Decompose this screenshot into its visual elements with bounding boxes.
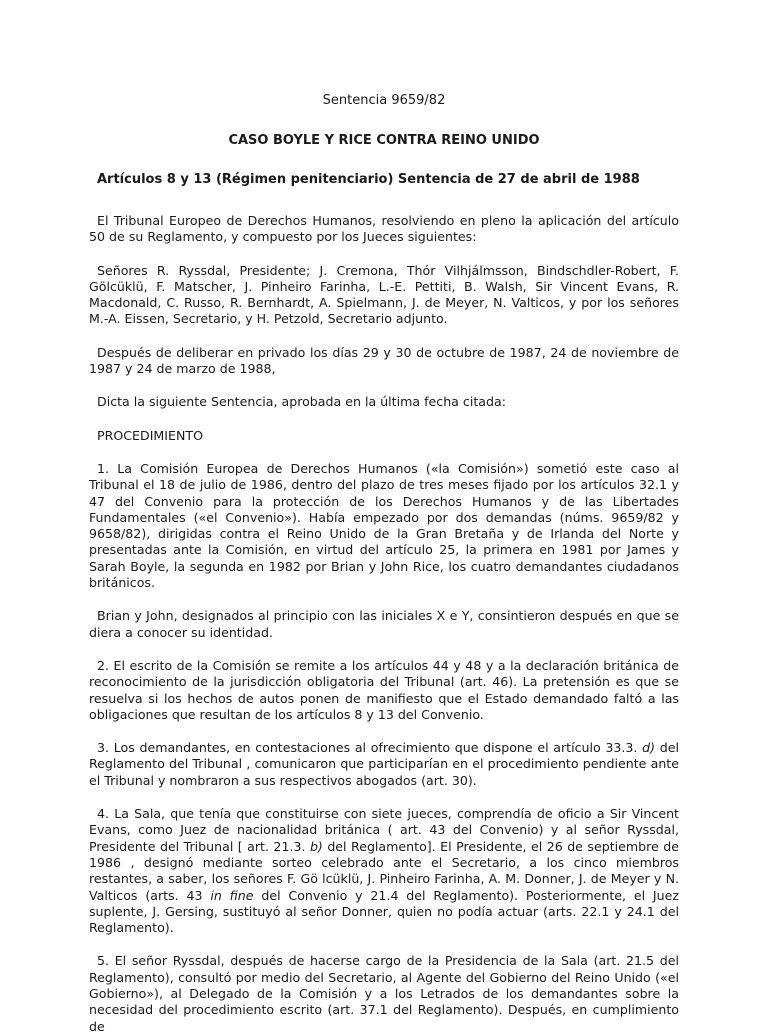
paragraph-5: 5. El señor Ryssdal, después de hacerse cargo de la Presidencia de la Sala (art. 21.5 del Reglamento), consultó por medio del Secretario, al Agente del Gobierno del Reino Unido («el Gobierno»), al Delegado de la Comisión y a los Letrados de los demandantes sobre la necesidad del procedimiento escrito (art. 37.1 del Reglamento). Después, en cumplimiento de bbox=[89, 953, 679, 1034]
document-subtitle: Artículos 8 y 13 (Régimen penitenciario) Sentencia de 27 de abril de 1988 bbox=[97, 172, 640, 187]
paragraph-3-text-b: del Reglamento del Tribunal , comunicaron que participarían en el procedimiento pendiente ante el Tribunal y nombraron a sus respectivos abogados (art. 30). bbox=[89, 740, 679, 788]
section-heading: PROCEDIMIENTO bbox=[97, 427, 203, 443]
paragraph-4 bbox=[89, 806, 679, 936]
paragraph-3-text-a: 3. Los demandantes, en contestaciones al ofrecimiento que dispone el artículo 33.3. bbox=[97, 740, 638, 756]
paragraph-2: 2. El escrito de la Comisión se remite a los artículos 44 y 48 y a la declaración británica de reconocimiento de la jurisdicción obligatoria del Tribunal (art. 46). La pretensión es que se resuelva si los hechos de autos ponen de manifiesto que el Estado demandado faltó a las obligaciones que resultan de los artículos 8 y 13 del Convenio. bbox=[89, 657, 679, 722]
intro-paragraph: El Tribunal Europeo de Derechos Humanos, resolviendo en pleno la aplicación del artículo 50 de su Reglamento, y compuesto por los Jueces siguientes: bbox=[89, 213, 679, 245]
deliberation-paragraph: Después de deliberar en privado los días 29 y 30 de octubre de 1987, 24 de noviembre de 1987 y 24 de marzo de 1988, bbox=[89, 344, 679, 377]
dicta-paragraph: Dicta la siguiente Sentencia, aprobada en la última fecha citada: bbox=[97, 394, 506, 410]
paragraph-3-italic: d) bbox=[642, 740, 656, 756]
paragraph-1b: Brian y John, designados al principio con las iniciales X e Y, consintieron después en que se diera a conocer su identidad. bbox=[89, 608, 679, 640]
paragraph-4-italic-1: b) bbox=[309, 838, 323, 854]
paragraph-4-text-a: 4. La Sala, que tenía que constituirse con siete jueces, comprendía de oficio a Sir Vincent Evans, como Juez de nacionalidad británica ( art. 43 del Convenio) y al señor Ryssdal, Presidente del Tribunal [ art. 21.3. bbox=[89, 806, 679, 854]
paragraph-4-italic-2: in fine bbox=[210, 887, 254, 903]
paragraph-4-text-b: del Reglamento]. El Presidente, el 26 de septiembre de 1986 , designó mediante sorteo celebrado ante el Secretario, a los cinco miembros restantes, a saber, los señores F. Gö lcüklü, J. Pinheiro Farinha, A. M. Donner, J. de Meyer y N. Valticos (arts. 43 bbox=[89, 838, 679, 903]
paragraph-1: 1. La Comisión Europea de Derechos Humanos («la Comisión») sometió este caso al Tribunal el 18 de julio de 1986, dentro del plazo de tres meses fijado por los artículos 32.1 y 47 del Convenio para la protección de los Derechos Humanos y de las Libertades Fundamentales («el Convenio»). Había empezado por dos demandas (núms. 9659/82 y 9658/82), dirigidas contra el Reino Unido de la Gran Bretaña y de Irlanda del Norte y presentadas ante la Comisión, en virtud del artículo 25, la primera en 1981 por James y Sarah Boyle, la segunda en 1982 por Brian y John Rice, los cuatro demandantes ciudadanos británicos. bbox=[89, 460, 679, 591]
paragraph-4-text-c: del Convenio y 21.4 del Reglamento). Posteriormente, el Juez suplente, J. Gersing, sustituyó al señor Donner, quien no podía actuar (arts. 22.1 y 24.1 del Reglamento). bbox=[89, 887, 679, 936]
document-reference: Sentencia 9659/82 bbox=[322, 93, 446, 108]
document-title: CASO BOYLE Y RICE CONTRA REINO UNIDO bbox=[228, 133, 540, 148]
judges-paragraph: Señores R. Ryssdal, Presidente; J. Cremona, Thór Vilhjálmsson, Bindschdler-Robert, F. Gölcüklü, F. Matscher, J. Pinheiro Farinha, L.-E. Pettiti, B. Walsh, Sir Vincent Evans, R. Macdonald, C. Russo, R. Bernhardt, A. Spielmann, J. de Meyer, N. Valticos, y por los señores M.-A. Eissen, Secretario, y H. Petzold, Secretario adjunto. bbox=[89, 262, 679, 327]
paragraph-3 bbox=[89, 740, 679, 789]
